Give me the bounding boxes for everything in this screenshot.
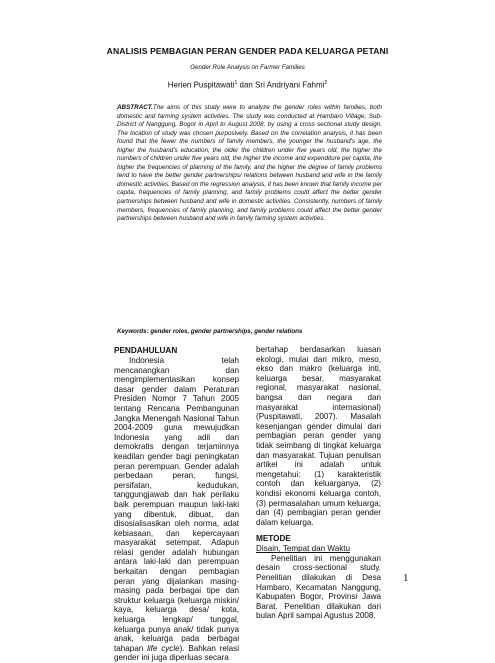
keywords-line: Keywords: gender roles, gender partnerships, gender relations bbox=[117, 328, 303, 335]
section-heading-pendahuluan: PENDAHULUAN bbox=[114, 346, 178, 355]
method-paragraph: Penelitian ini menggunakan desain cross-sectional study. Penelitian dilakukan di Desa Hambaro, Kecamatan Nanggung, Kabupaten Bogor, Provinsi Jawa Barat. Penelitian dilakukan dari bulan April sampai Agustus 2008. bbox=[256, 553, 381, 621]
intro-text-part-1: Indonesia telah mencanangkan dan mengimplementasikan konsep dasar gender dalam Peraturan Presiden Nomor 7 Tahun 2005 tentang Rencana Pembangunan Jangka Menengah Nasional Tahun 2004-2009 guna mewujudkan Indonesia yang adil dan demokratis dengan terjaminnya keadilan gender bagi peningkatan peran perempuan. Gender adalah perbedaan peran, fungsi, persifatan, kedudukan, tanggungjawab dan hak perilaku baik perempuan maupun laki-laki yang dibentuk, dibuat, dan disosialisasikan oleh norma, adat kebiasaan, dan kepercayaan masyarakat setempat. Adapun relasi gender adalah hubungan antara laki-laki dan perempuan berkaitan dengan pembagian peran yang dijalankan masing-masing pada berbagai tipe dan struktur keluarga (keluarga miskin/ kaya, keluarga desa/ kota, keluarga lengkap/ tunggal, keluarga punya anak/ tidak punya anak, keluarga pada berbagai tahapan bbox=[114, 356, 239, 653]
author-1-affiliation-mark: 1 bbox=[234, 80, 238, 86]
paper-title: ANALISIS PEMBAGIAN PERAN GENDER PADA KELUARGA PETANI bbox=[106, 46, 389, 56]
paper-subtitle: Gender Role Analysis on Farmer Families bbox=[190, 64, 305, 71]
author-2-affiliation-mark: 2 bbox=[324, 80, 328, 86]
author-2-name: Sri Andriyani Fahmi bbox=[255, 80, 325, 90]
section-heading-metode: METODE bbox=[256, 534, 291, 544]
left-column bbox=[114, 345, 239, 663]
abstract-label: ABSTRACT. bbox=[117, 104, 153, 111]
right-column bbox=[256, 345, 381, 621]
author-connector: dan bbox=[237, 80, 256, 90]
intro-continuation-paragraph: bertahap berdasarkan luasan ekologi, mulai dari mikro, meso, ekso dan makro (keluarga inti, keluarga besar, masyarakat regional, masyarakat nasional, bangsa dan negara dan masyarakat internasional) (Puspitawati, 2007). Masalah kesenjangan gender dimulai dari pembagian peran gender yang tidak seimbang di tingkat keluarga dan masyarakat. Tujuan penulisan artikel ini adalah untuk mengetahui: (1) karakteristik contoh dan keluarganya, (2) kondisi ekonomi keluarga contoh, (3) permasalahan umum keluarga; dan (4) pembagian peran gender dalam keluarga. bbox=[256, 345, 381, 527]
author-1-name: Herien Puspitawati bbox=[167, 80, 235, 90]
subsection-heading-design: Disain, Tempat dan Waktu bbox=[256, 544, 351, 554]
intro-italic-phrase: life cycle bbox=[147, 643, 180, 653]
page-number: 1 bbox=[403, 572, 409, 584]
author-line bbox=[0, 80, 495, 90]
abstract-block bbox=[117, 104, 382, 224]
abstract-text: The aims of this study were to analyze the gender roles within families, both domestic and farming system activities. The study was conducted at Hambaro Village, Sub-District of Nanggung, Bogor in April to August 2008, by using a cross sectional study design. The location of study was chosen purposively. Based on the correlation analysis, it has been found that the fewer the numbers of family members, the younger the husband’s age, the higher the husband’s education, the older the children under five years old, the higher the numbers of children under five years old, the higher the income and expenditure per capita, the higher the frequencies of planning of the family, and the higher the degree of family problems tend to have the better gender partnerships/ relations between husband and wife in the family domestic activities. Based on the regression analysis, it has been known that family income per capita, frequencies of family planning, and family problems could affect the better gender partnerships between husband and wife in domestic activities. Consistently, numbers of family members, frequencies of family planning, and family problems could affect the better gender partnerships between husband and wife in family farming system activities. bbox=[117, 104, 382, 223]
intro-text-part-2: ). Bahkan relasi gender ini juga diperluas secara bbox=[114, 643, 239, 663]
intro-paragraph bbox=[114, 356, 239, 663]
